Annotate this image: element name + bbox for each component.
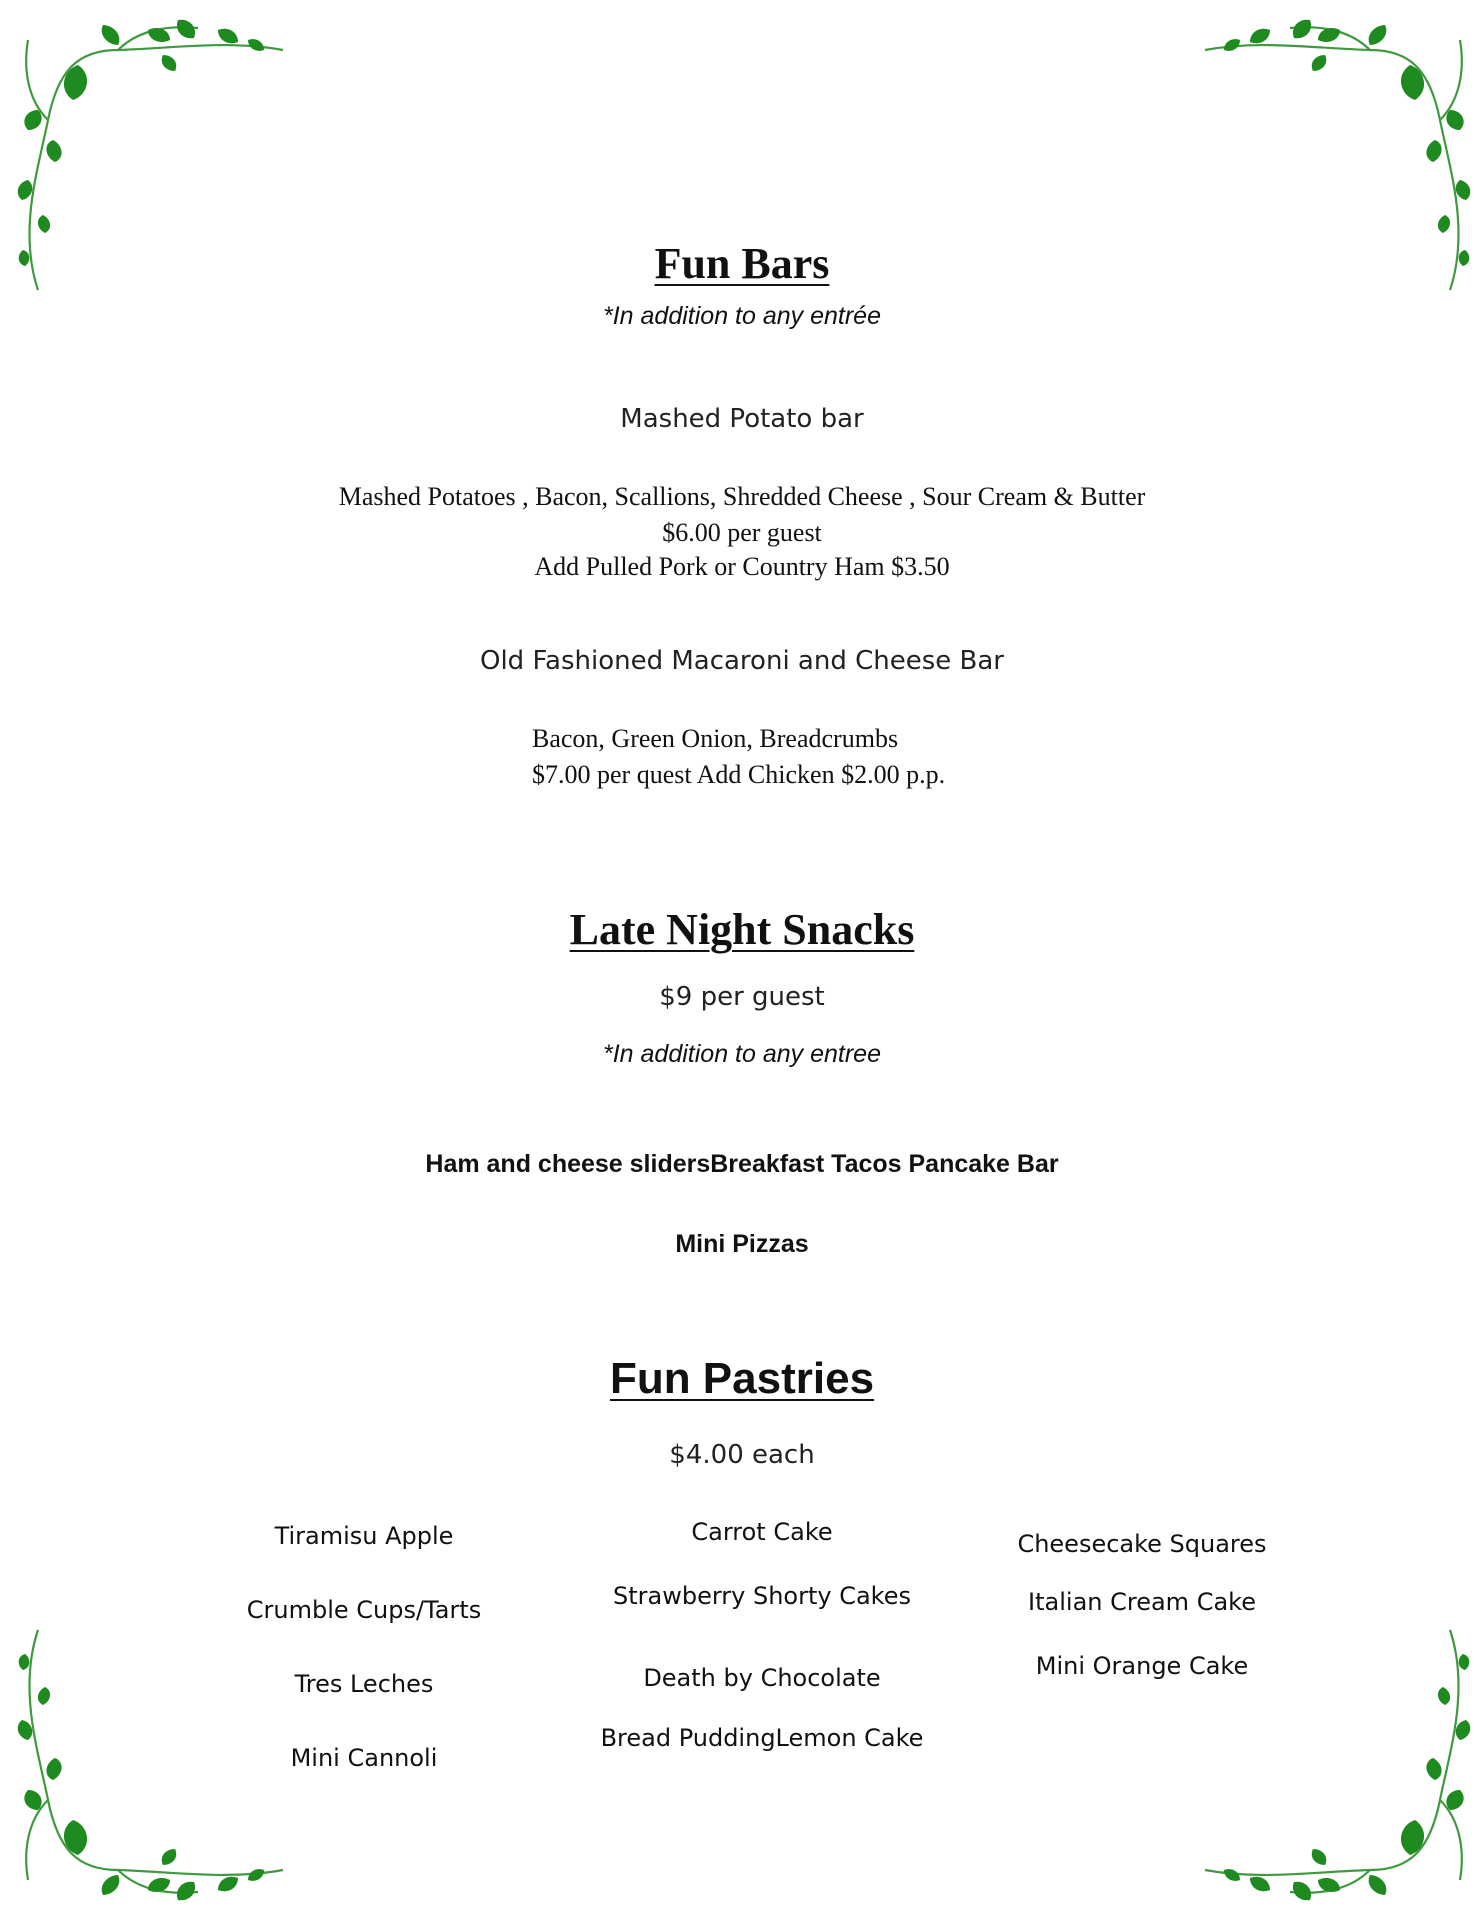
pastry-item: Strawberry Shorty Cakes <box>612 1582 911 1610</box>
mashed-potato-bar-name: Mashed Potato bar <box>620 404 864 434</box>
pastry-item: Tiramisu Apple <box>274 1522 454 1550</box>
pastry-item: Bread PuddingLemon Cake <box>600 1724 924 1752</box>
mac-cheese-ingredients: Bacon, Green Onion, Breadcrumbs <box>532 724 899 753</box>
mashed-potato-price: $6.00 per guest <box>662 518 822 547</box>
late-night-price: $9 per guest <box>659 982 825 1012</box>
late-night-items-line2: Mini Pizzas <box>675 1230 809 1258</box>
pastry-item: Carrot Cake <box>691 1518 833 1546</box>
pastry-item: Crumble Cups/Tarts <box>246 1596 482 1624</box>
pastry-item: Cheesecake Squares <box>1017 1530 1267 1558</box>
late-night-snacks-heading: Late Night Snacks <box>569 905 915 954</box>
mashed-potato-addon: Add Pulled Pork or Country Ham $3.50 <box>534 552 950 581</box>
pastry-item: Italian Cream Cake <box>1028 1588 1256 1616</box>
fun-pastries-heading: Fun Pastries <box>609 1354 875 1403</box>
pastry-item: Mini Orange Cake <box>1035 1652 1249 1680</box>
pastry-item: Mini Cannoli <box>290 1744 438 1772</box>
fun-bars-heading: Fun Bars <box>654 239 830 288</box>
late-night-items-line1: Ham and cheese slidersBreakfast Tacos Pancake Bar <box>425 1150 1059 1178</box>
mac-cheese-bar-name: Old Fashioned Macaroni and Cheese Bar <box>479 646 1004 676</box>
late-night-note: *In addition to any entree <box>603 1040 881 1068</box>
pastries-price: $4.00 each <box>669 1440 815 1470</box>
mac-cheese-price: $7.00 per quest Add Chicken $2.00 p.p. <box>532 760 946 789</box>
pastry-item: Tres Leches <box>294 1670 434 1698</box>
pastry-item: Death by Chocolate <box>643 1664 881 1692</box>
mashed-potato-ingredients: Mashed Potatoes , Bacon, Scallions, Shredded Cheese , Sour Cream & Butter <box>338 482 1146 511</box>
fun-bars-note: *In addition to any entrée <box>603 302 881 330</box>
